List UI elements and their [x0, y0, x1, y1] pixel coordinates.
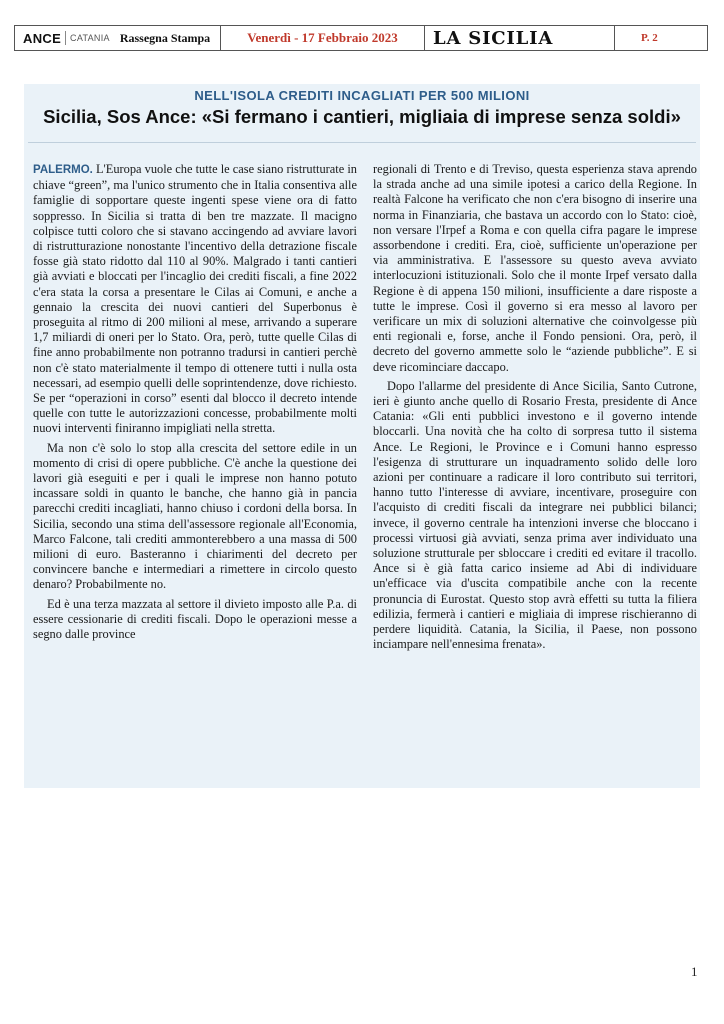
press-review-header — [14, 25, 708, 51]
section-label: Rassegna Stampa — [119, 30, 211, 45]
header-page-cell — [615, 26, 707, 50]
article-clipping — [24, 84, 700, 788]
header-logo-cell — [15, 26, 221, 50]
header-date-cell — [221, 26, 425, 50]
paragraph: regionali di Trento e di Treviso, questa esperienza stava aprendo la strada anche ad una simile ipotesi a carico della Regione. In realtà Falcone ha verificato che non c'era bisogno di inserire una norma in Finanziaria, che bastava un accordo con lo Stato: cioè, non versare l'Irpef a Roma e con quella cifra pagare le imprese assorbendone i crediti. Era, cioè, sufficiente un'operazione per via amministrativa. E l'assessore su questo aveva avviato interlocuzioni istituzionali. Solo che il monte Irpef versato dalla Regione è di appena 150 milioni, insufficiente a dare risposte a tutte le imprese. Così il governo si era messo al lavoro per verificare un mix di soluzioni alternative che coinvolgesse più enti regionali e, forse, anche il Fondo pensioni. Ora, però, il decreto del governo ammette solo le “aziende pubbliche”. E si deve ricominciare daccapo. — [373, 162, 697, 374]
article-column-left — [33, 162, 357, 782]
newspaper-name: LA SICILIA — [433, 27, 554, 49]
paragraph-text: L'Europa vuole che tutte le case siano ristrutturate in chiave “green”, ma l'unico strumento che in Italia consentiva alle famiglie di sopportare queste ingenti spese viene ora di fatto soppresso. In Sicilia si tratta di ben tre mazzate. Il macigno colpisce tutti coloro che si stavano accingendo ad avviare lavori di ristrutturazione nonostante l'incentivo della detrazione fiscale fosse già stato ridotto dal 110 al 90%. Malgrado i tanti cantieri già avviati e bloccati per l'incaglio dei crediti fiscali, a fine 2022 c'era stata la corsa a presentare le Cilas ai Comuni, e anche a gennaio la crescita dei nuovi cantieri del Superbonus è proseguita al ritmo di 200 milioni al mese, arrivando a superare 1,7 miliardi di oneri per lo Stato. Ora, però, tutte quelle Cilas di fine anno probabilmente non potranno tradursi in cantieri perchè non c'è stato materialmente il tempo di ottenere tutti i nulla osta necessari, ad esempio quelli delle soprintendenze, dove richiesto. Se per “operazioni in corso” esenti dal blocco il decreto intende quelle con tutte le autorizzazioni concesse, probabilmente molti nuovi interventi finiranno impigliati nella stretta. — [33, 162, 357, 436]
article-kicker: NELL'ISOLA CREDITI INCAGLIATI PER 500 MILIONI — [194, 88, 530, 103]
headline-divider — [28, 142, 696, 143]
paragraph: Ed è una terza mazzata al settore il divieto imposto alle P.a. di essere cessionarie di crediti fiscali. Dopo le operazioni messe a segno dalle province — [33, 596, 357, 642]
paragraph: Dopo l'allarme del presidente di Ance Sicilia, Santo Cutrone, ieri è giunto anche quello di Rosario Fresta, presidente di Ance Catania: «Gli enti pubblici investono e il governo intende bloccarli. Una novità che ha colto di sorpresa tutto il sistema Ance. Le Regioni, le Province e i Comuni hanno espresso l'esigenza di strutturare un inquadramento solido delle loro azioni per continuare a radicare il loro contributo sui territori, hanno tutto l'interesse di avviare, incentivare, proseguire con l'acquisto di crediti fiscali da integrare nei pubblici bilanci; invece, il governo centrale ha intenzioni inverse che bloccano i processi virtuosi già avviati, senza prima aver individuato una soluzione strutturale per sbloccare i crediti ed evitare il tracollo. Ance si è già fatta carico insieme ad Abi di individuare un'efficace via d'uscita compatibile anche con la recente pronuncia di Eurostat. Questo stop avrà effetti su tutta la filiera edilizia, fermerà i cantieri e migliaia di imprese rischieranno di perdere liquidità. Catania, la Sicilia, il Paese, non possono inciampare nell'ennesima frenata». — [373, 378, 697, 652]
header-newspaper-cell — [425, 26, 615, 50]
publication-date: Venerdì - 17 Febbraio 2023 — [247, 30, 398, 45]
page-reference: P. 2 — [641, 32, 658, 44]
page-number: 1 — [691, 964, 698, 979]
article-dateline: PALERMO. — [33, 164, 93, 176]
article-column-right — [373, 162, 697, 782]
article-headline: Sicilia, Sos Ance: «Si fermano i cantieri, migliaia di imprese senza soldi» — [43, 106, 681, 127]
paragraph: Ma non c'è solo lo stop alla crescita del settore edile in un momento di crisi di opere pubbliche. C'è anche la questione dei lavori già eseguiti e per i quali le imprese non hanno potuto incassare soldi in quanto le banche, che hanno già in pancia parecchi crediti incagliati, hanno chiuso i cordoni della borsa. In Sicilia, secondo una stima dell'assessore regionale all'Economia, Marco Falcone, tali crediti ammonterebbero a una massa di 500 milioni di euro. Basteranno i chiarimenti del decreto per convincere banche e intermediari a rimettere in circolo questo denaro? Probabilmente no. — [33, 440, 357, 592]
paragraph — [33, 162, 357, 437]
logo-divider — [65, 31, 66, 45]
ance-logo: ANCE — [23, 30, 62, 46]
article-body — [33, 162, 697, 782]
ance-logo-city: CATANIA — [70, 33, 110, 43]
